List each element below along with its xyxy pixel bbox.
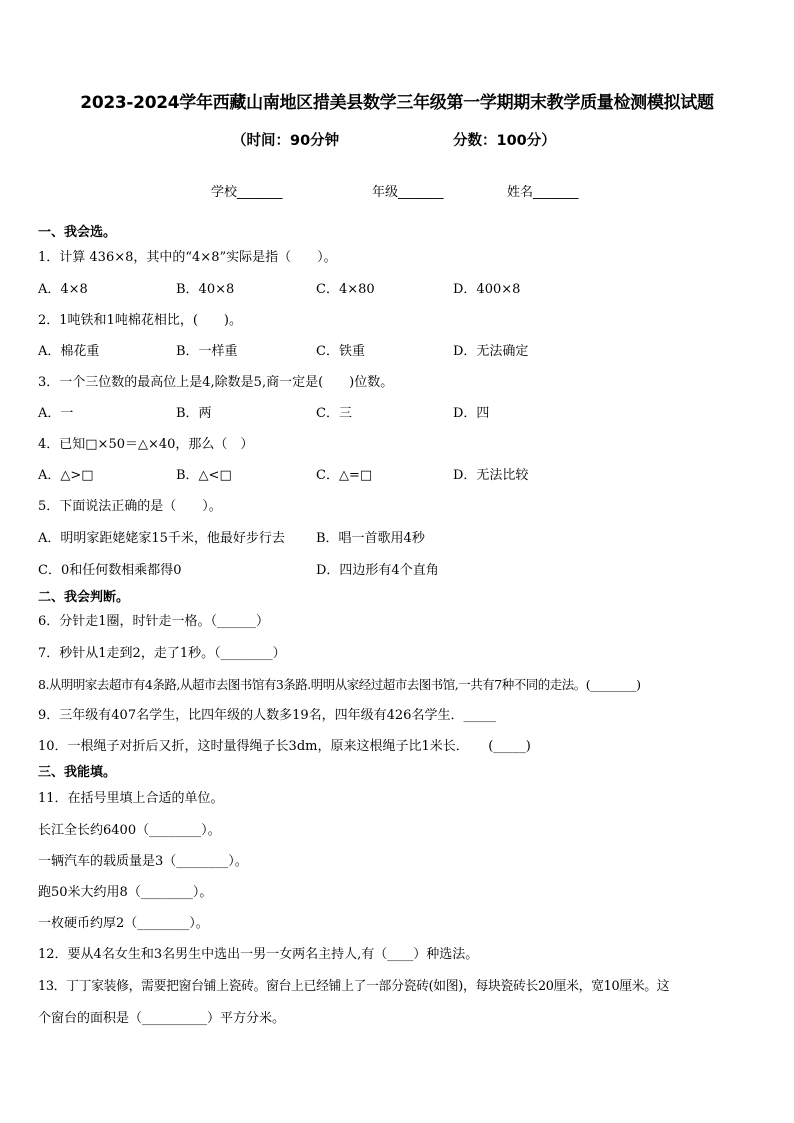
question-1: 1．计算 436×8，其中的“4×8”实际是指（ ）。 [38, 250, 337, 265]
question-13: 13．丁丁家装修，需要把窗台铺上瓷砖。窗台上已经铺上了一部分瓷砖(如图)，每块瓷砖长20厘米，宽10厘米。这 [38, 979, 670, 994]
option-d: D．无法比较 [453, 468, 529, 483]
option-b: B．两 [176, 406, 212, 421]
grade-field: 年级_______ [372, 185, 444, 200]
option-c: C．4×80 [316, 282, 375, 297]
option-c: C．三 [316, 406, 352, 421]
question-11-line: 一辆汽车的载质量是3（________）。 [38, 854, 248, 869]
question-6: 6．分针走1圈，时针走一格。（______） [38, 614, 270, 629]
option-d: D．四边形有4个直角 [316, 563, 439, 578]
question-11-line: 长江全长约6400（________）。 [38, 823, 221, 838]
option-b: B．唱一首歌用4秒 [316, 531, 425, 546]
question-8: 8.从明明家去超市有4条路,从超市去图书馆有3条路.明明从家经过超市去图书馆,一共有7种不同的走法。(________) [38, 677, 641, 692]
option-b: B．一样重 [176, 344, 238, 359]
question-11-line: 跑50米大约用8（________）。 [38, 885, 213, 900]
question-3: 3．一个三位数的最高位上是4,除数是5,商一定是( )位数。 [38, 375, 394, 390]
question-12: 12．要从4名女生和3名男生中选出一男一女两名主持人,有（____）种选法。 [38, 947, 479, 962]
option-c: C．0和任何数相乘都得0 [38, 563, 182, 578]
option-a: A．明明家距姥姥家15千米，他最好步行去 [38, 531, 285, 546]
option-a: A．一 [38, 406, 74, 421]
question-11-line: 一枚硬币约厚2（________）。 [38, 916, 209, 931]
section-heading: 二、我会判断。 [38, 590, 130, 605]
option-c: C．铁重 [316, 344, 365, 359]
question-4: 4．已知□×50＝△×40，那么（ ） [38, 437, 254, 452]
option-a: A．△>□ [38, 468, 94, 483]
option-b: B．△<□ [176, 468, 232, 483]
option-a: A．4×8 [38, 282, 88, 297]
exam-time: （时间：90分钟 [232, 133, 340, 149]
option-d: D．400×8 [453, 282, 521, 297]
question-7: 7．秒针从1走到2，走了1秒。（________） [38, 646, 286, 661]
question-9: 9．三年级有407名学生，比四年级的人数多19名，四年级有426名学生．_____ [38, 708, 496, 723]
option-d: D．无法确定 [453, 344, 529, 359]
page-title: 2023-2024学年西藏山南地区措美县数学三年级第一学期期末教学质量检测模拟试题 [80, 93, 714, 113]
option-d: D．四 [453, 406, 490, 421]
question-13-cont: 个窗台的面积是（__________）平方分米。 [38, 1011, 286, 1026]
school-field: 学校_______ [211, 185, 283, 200]
question-11: 11．在括号里填上合适的单位。 [38, 791, 224, 806]
section-heading: 三、我能填。 [38, 765, 117, 780]
question-2: 2．1吨铁和1吨棉花相比，( )。 [38, 313, 242, 328]
option-a: A．棉花重 [38, 344, 100, 359]
exam-score: 分数：100分） [453, 133, 556, 149]
section-heading: 一、我会选。 [38, 225, 117, 240]
name-field: 姓名_______ [507, 185, 579, 200]
question-10: 10．一根绳子对折后又折，这时量得绳子长3dm，原来这根绳子比1米长． (_____) [38, 739, 531, 754]
option-b: B．40×8 [176, 282, 235, 297]
question-5: 5．下面说法正确的是（ ）。 [38, 499, 222, 514]
option-c: C．△=□ [316, 468, 373, 483]
